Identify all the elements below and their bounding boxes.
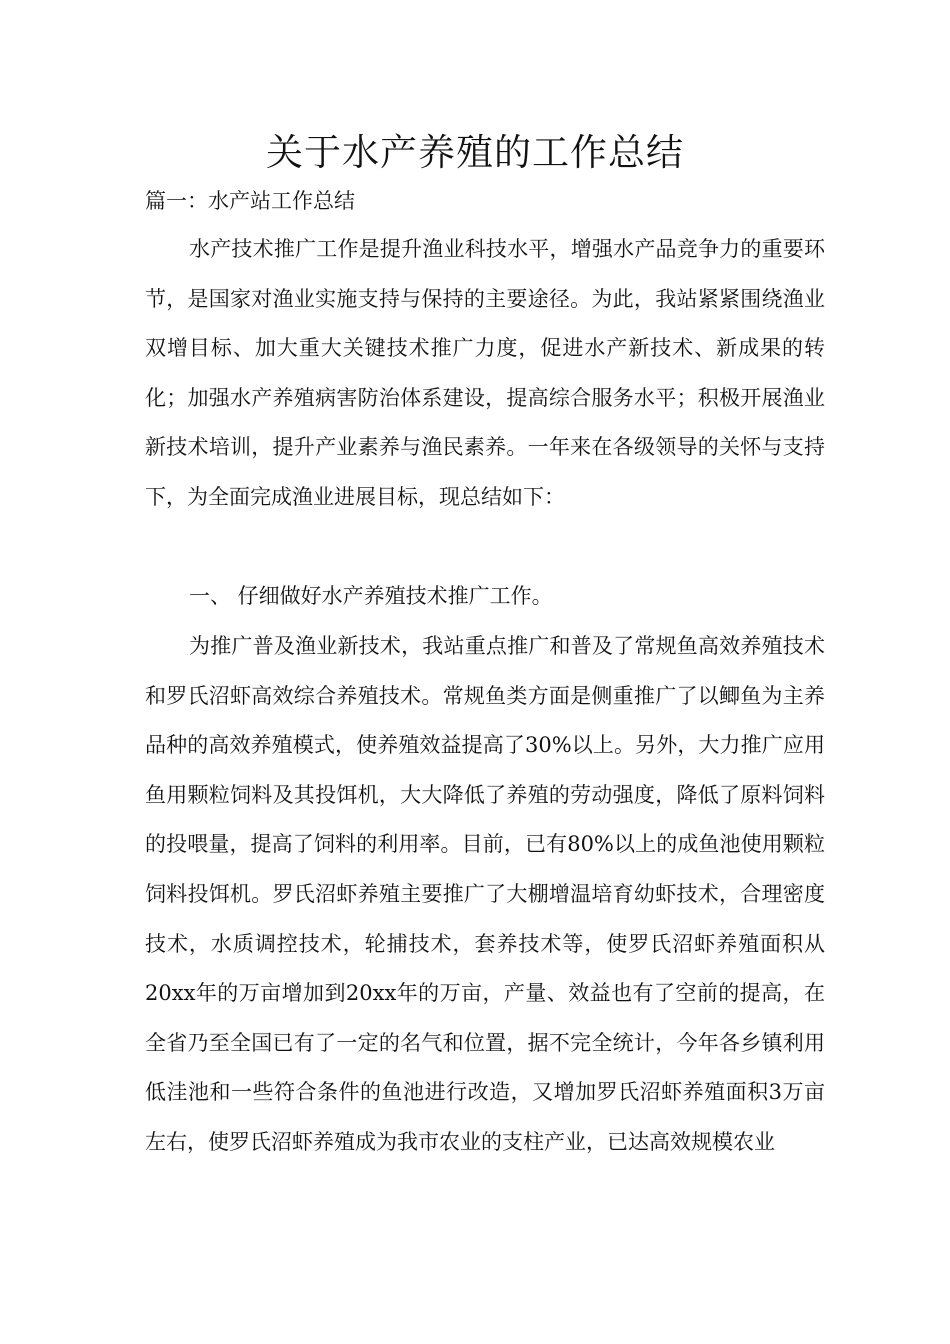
paragraph-intro: 水产技术推广工作是提升渔业科技水平，增强水产品竞争力的重要环节，是国家对渔业实施支持与保持的主要途径。为此，我站紧紧围绕渔业双增目标、加大重大关键技术推广力度，促进水产新技术、新成果的转化；加强水产养殖病害防治体系建设，提高综合服务水平；积极开展渔业新技术培训，提升产业素养与渔民素养。一年来在各级领导的关怀与支持下，为全面完成渔业进展目标，现总结如下： [145, 237, 825, 509]
subheading-tech-promotion: 一、 仔细做好水产养殖技术推广工作。 [189, 584, 553, 608]
section-heading: 篇一：水产站工作总结 [145, 189, 355, 213]
paragraph-tech-promotion: 为推广普及渔业新技术，我站重点推广和普及了常规鱼高效养殖技术和罗氏沼虾高效综合养殖技术。常规鱼类方面是侧重推广了以鲫鱼为主养品种的高效养殖模式，使养殖效益提高了30%以上。另外，大力推广应用鱼用颗粒饲料及其投饵机，大大降低了养殖的劳动强度，降低了原料饲料的投喂量，提高了饲料的利用率。目前，已有80%以上的成鱼池使用颗粒饲料投饵机。罗氏沼虾养殖主要推广了大棚增温培育幼虾技术，合理密度技术，水质调控技术，轮捕技术，套养技术等，使罗氏沼虾养殖面积从20xx年的万亩增加到20xx年的万亩，产量、效益也有了空前的提高，在全省乃至全国已有了一定的名气和位置，据不完全统计，今年各乡镇利用低洼池和一些符合条件的鱼池进行改造，又增加罗氏沼虾养殖面积3万亩左右，使罗氏沼虾养殖成为我市农业的支柱产业，已达高效规模农业 [145, 634, 825, 1154]
document-title: 关于水产养殖的工作总结 [266, 131, 684, 174]
